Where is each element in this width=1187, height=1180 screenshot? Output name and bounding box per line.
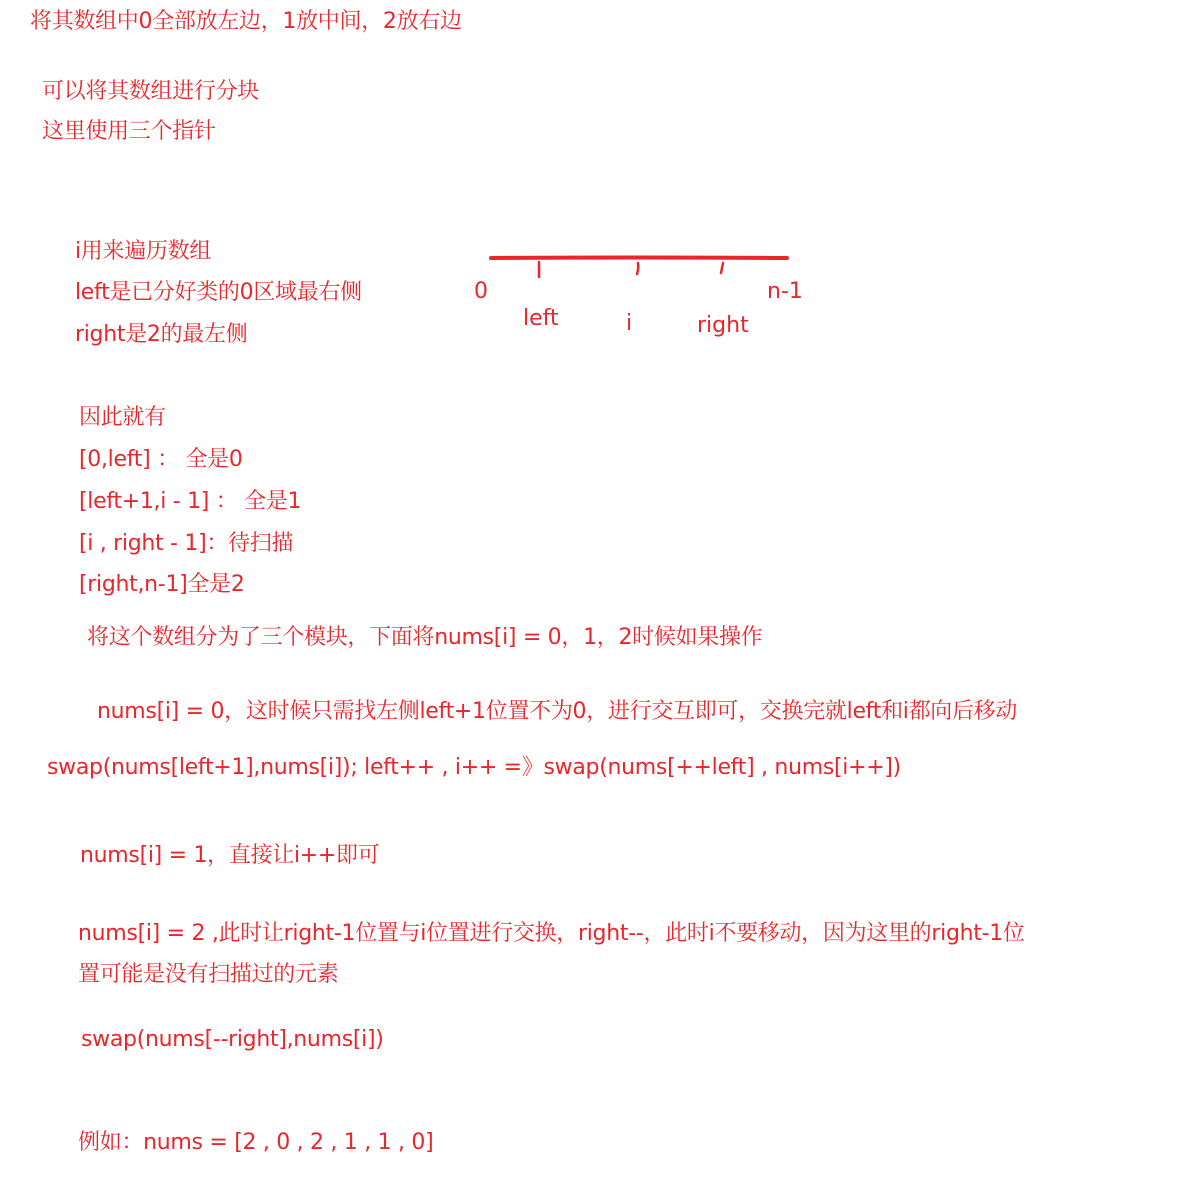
pointer-i-label: i: [626, 311, 633, 336]
array-end-label: n-1: [767, 279, 803, 304]
case-two-text-line-1: nums[i] = 2 ,此时让right-1位置与i位置进行交换，right--，此时i不要移动，因为这里的right-1位: [78, 921, 1025, 946]
case-one-text: nums[i] = 1，直接让i++即可: [80, 843, 380, 868]
range-unscanned: [i , right - 1]：待扫描: [79, 531, 294, 556]
array-line: [491, 258, 787, 259]
case-zero-text: nums[i] = 0，这时候只需找左侧left+1位置不为0，进行交互即可，交换完就left和i都向后移动: [97, 699, 1018, 724]
definition-left: left是已分好类的0区域最右侧: [75, 280, 362, 305]
case-two-text-line-2: 置可能是没有扫描过的元素: [78, 962, 339, 987]
array-start-label: 0: [474, 279, 488, 304]
i-tick: [637, 263, 638, 274]
example-line: 例如：nums = [2 , 0 , 2 , 1 , 1 , 0]: [78, 1130, 434, 1155]
therefore-heading: 因此就有: [79, 405, 166, 430]
range-two: [right,n-1]全是2: [79, 572, 245, 597]
definition-right: right是2的最左侧: [75, 322, 248, 347]
pointer-left-label: left: [523, 306, 559, 331]
intro-line-1: 可以将其数组进行分块: [42, 79, 260, 104]
case-zero-code: swap(nums[left+1],nums[i]); left++ , i++ =》swap(nums[++left] , nums[i++]): [47, 755, 901, 780]
definition-i: i用来遍历数组: [75, 239, 212, 264]
range-zero: [0,left] ： 全是0: [79, 447, 243, 472]
pointer-right-label: right: [697, 313, 749, 338]
notes-title: 将其数组中0全部放左边，1放中间，2放右边: [30, 9, 462, 34]
case-two-code: swap(nums[--right],nums[i]): [81, 1027, 384, 1052]
range-one: [left+1,i - 1] ： 全是1: [79, 489, 302, 514]
right-tick: [721, 263, 723, 273]
intro-line-2: 这里使用三个指针: [42, 119, 216, 144]
summary-line: 将这个数组分为了三个模块，下面将nums[i] = 0，1，2时候如果操作: [87, 625, 763, 650]
